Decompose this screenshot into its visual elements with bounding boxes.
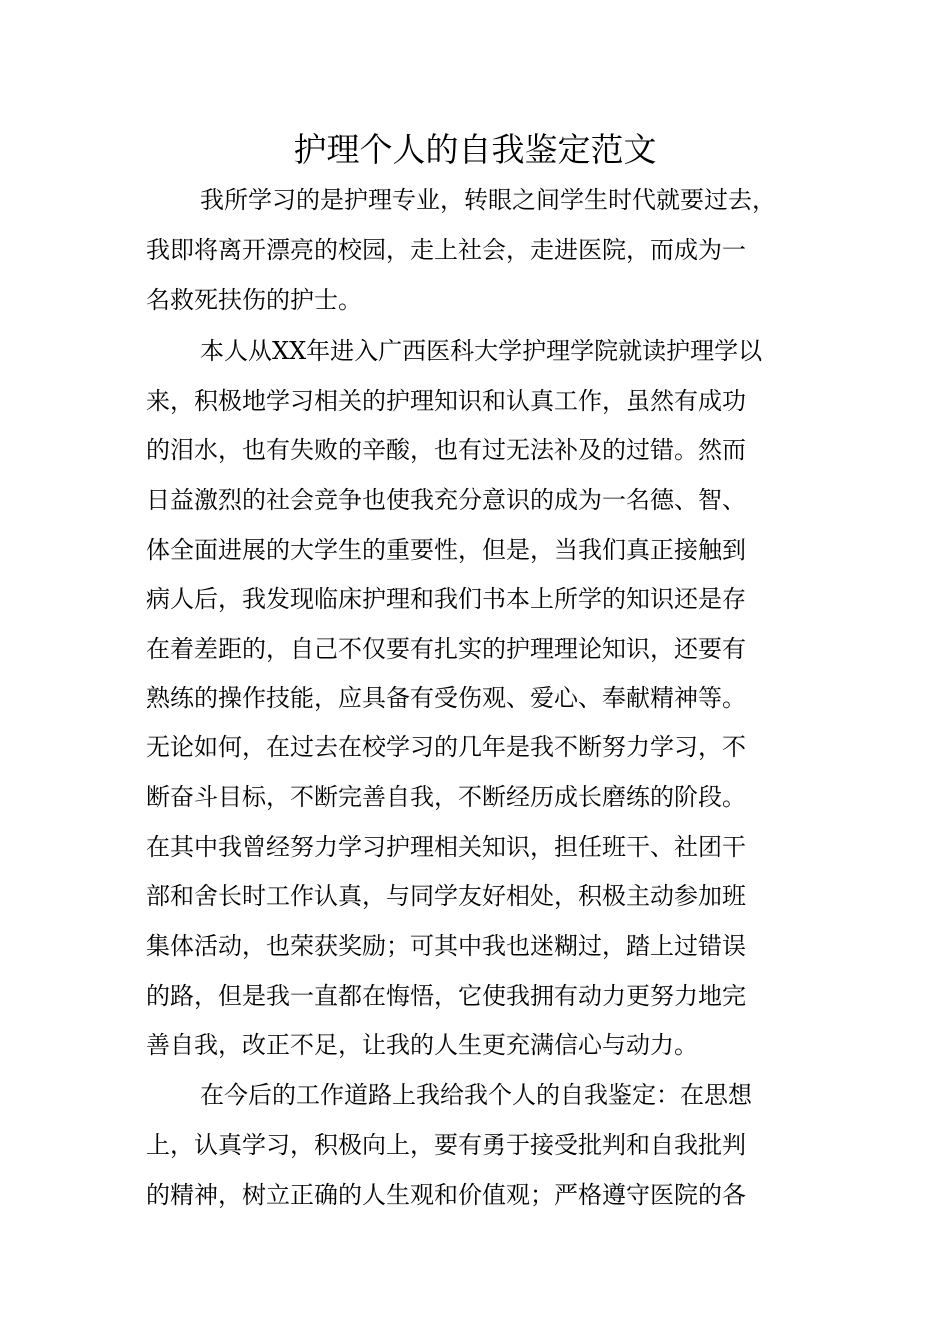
text-line: 上，认真学习，积极向上，要有勇于接受批判和自我批判 [146,1131,746,1159]
document-title: 护理个人的自我鉴定范文 [293,130,657,169]
text-line: 部和舍长时工作认真，与同学友好相处，积极主动参加班 [146,882,746,910]
text-line: 病人后，我发现临床护理和我们书本上所学的知识还是存 [146,585,746,613]
text-line: 的路，但是我一直都在悔悟，它使我拥有动力更努力地完 [146,982,746,1010]
text-line: 体全面进展的大学生的重要性，但是，当我们真正接触到 [146,536,746,564]
text-line: 熟练的操作技能，应具备有受伤观、爱心、奉献精神等。 [146,684,746,712]
text-line: 在其中我曾经努力学习护理相关知识，担任班干、社团干 [146,833,746,861]
text-line: 我即将离开漂亮的校园，走上社会，走进医院，而成为一 [146,236,746,264]
text-line: 善自我，改正不足，让我的人生更充满信心与动力。 [146,1031,698,1059]
text-line: 本人从XX年进入广西医科大学护理学院就读护理学以 [200,337,763,365]
text-line: 日益激烈的社会竞争也使我充分意识的成为一名德、智、 [146,486,746,514]
text-line: 集体活动，也荣获奖励；可其中我也迷糊过，踏上过错误 [146,932,746,960]
text-line: 的泪水，也有失败的辛酸，也有过无法补及的过错。然而 [146,436,746,464]
text-line: 我所学习的是护理专业，转眼之间学生时代就要过去， [200,186,776,214]
text-line: 在今后的工作道路上我给我个人的自我鉴定：在思想 [200,1081,752,1109]
text-line: 在着差距的，自己不仅要有扎实的护理理论知识，还要有 [146,635,746,663]
text-line: 无论如何，在过去在校学习的几年是我不断努力学习，不 [146,733,746,761]
text-line: 来，积极地学习相关的护理知识和认真工作，虽然有成功 [146,387,746,415]
text-line: 的精神，树立正确的人生观和价值观；严格遵守医院的各 [146,1181,746,1209]
text-line: 断奋斗目标，不断完善自我，不断经历成长磨练的阶段。 [146,783,746,811]
text-line: 名救死扶伤的护士。 [146,286,362,314]
